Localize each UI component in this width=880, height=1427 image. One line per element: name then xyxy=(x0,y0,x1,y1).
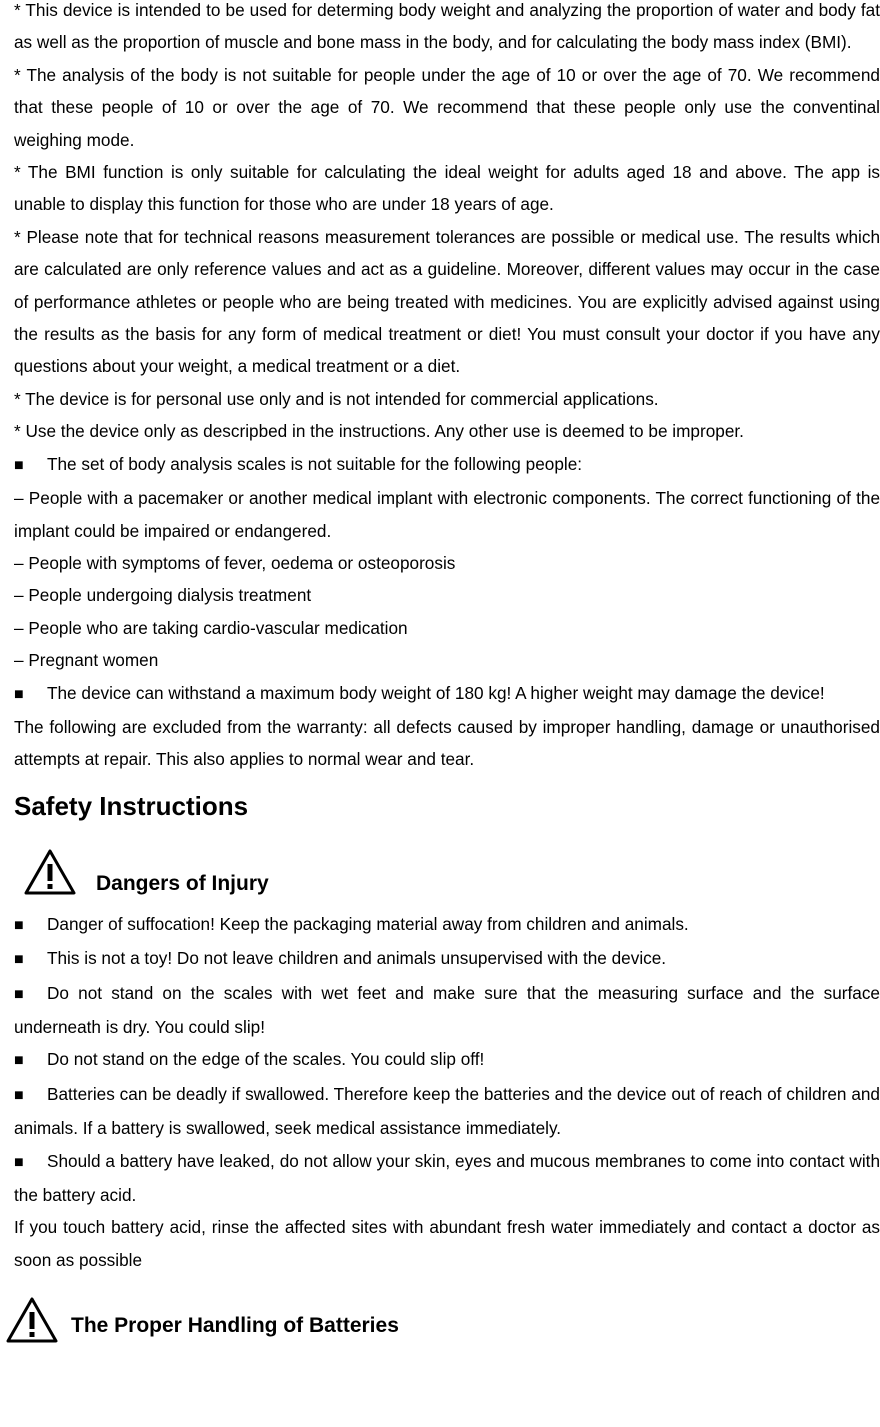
warning-icon xyxy=(24,848,76,896)
danger-item: ■ Do not stand on the edge of the scales. You could slip off! xyxy=(14,1043,880,1077)
safety-instructions-heading: Safety Instructions xyxy=(14,790,249,821)
warranty-note: The following are excluded from the warranty: all defects caused by improper handling, damage or unauthorised attempts at repair. This also applies to normal wear and tear. xyxy=(14,716,880,770)
batteries-subheading xyxy=(14,1288,880,1358)
dangers-subheading xyxy=(14,848,880,908)
bullet-square-icon: ■ xyxy=(14,1086,24,1104)
dangers-title: Dangers of Injury xyxy=(96,871,269,895)
bullet-square-icon: ■ xyxy=(14,1052,24,1070)
bullet-square-icon: ■ xyxy=(14,985,24,1003)
unsuitable-item: – People who are taking cardio-vascular medication xyxy=(14,617,408,638)
intro-paragraph: * The analysis of the body is not suitable for people under the age of 10 or over the age of 70. We recommend that these people of 10 or over the age of 70. We recommend that these people only use the conventinal weighing mode. xyxy=(14,64,880,150)
bullet-square-icon: ■ xyxy=(14,685,24,703)
document-page xyxy=(14,0,880,1358)
unsuitable-item: – People undergoing dialysis treatment xyxy=(14,585,312,606)
unsuitable-item: – People with a pacemaker or another medical implant with electronic components. The correct functioning of the implant could be impaired or endangered. xyxy=(14,488,880,541)
unsuitable-item: – People with symptoms of fever, oedema or osteoporosis xyxy=(14,552,456,573)
intro-paragraph: * Use the device only as descripbed in the instructions. Any other use is deemed to be improper. xyxy=(14,421,744,442)
max-weight-note: ■ The device can withstand a maximum body weight of 180 kg! A higher weight may damage the device! xyxy=(14,677,880,711)
acid-note: If you touch battery acid, rinse the affected sites with abundant fresh water immediately and contact a doctor as soon as possible xyxy=(14,1217,880,1270)
warning-icon xyxy=(6,1296,58,1344)
batteries-title: The Proper Handling of Batteries xyxy=(71,1314,399,1338)
bullet-square-icon: ■ xyxy=(14,951,24,969)
unsuitable-heading: ■ The set of body analysis scales is not suitable for the following people: xyxy=(14,448,880,482)
danger-item: ■ Batteries can be deadly if swallowed. Therefore keep the batteries and the device out of reach of children and animals. If a battery is swallowed, seek medical assistance immediately. xyxy=(14,1078,880,1145)
intro-paragraph: * The BMI function is only suitable for calculating the ideal weight for adults aged 18 and above. The app is unable to display this function for those who are under 18 years of age. xyxy=(14,162,880,215)
bullet-square-icon: ■ xyxy=(14,1153,24,1171)
unsuitable-item: – Pregnant women xyxy=(14,650,159,671)
danger-item: ■ This is not a toy! Do not leave children and animals unsupervised with the device. xyxy=(14,942,880,976)
bullet-square-icon: ■ xyxy=(14,456,24,474)
intro-paragraph: * The device is for personal use only and is not intended for commercial applications. xyxy=(14,388,659,409)
danger-item: ■ Should a battery have leaked, do not allow your skin, eyes and mucous membranes to come into contact with the battery acid. xyxy=(14,1145,880,1212)
intro-paragraph: * This device is intended to be used for determing body weight and analyzing the proportion of water and body fat as well as the proportion of muscle and bone mass in the body, and for calculating the body mass index (BMI). xyxy=(14,0,880,53)
bullet-square-icon: ■ xyxy=(14,916,24,934)
danger-item: ■ Danger of suffocation! Keep the packaging material away from children and animals. xyxy=(14,908,880,942)
danger-item: ■ Do not stand on the scales with wet feet and make sure that the measuring surface and the surface underneath is dry. You could slip! xyxy=(14,977,880,1044)
intro-paragraph: * Please note that for technical reasons measurement tolerances are possible or medical use. The results which are calculated are only reference values and act as a guideline. Moreover, different values may occur in the case of performance athletes or people who are being treated with medicines. You are explicitly advised against using the results as the basis for any form of medical treatment or diet! You must consult your doctor if you have any questions about your weight, a medical treatment or a diet. xyxy=(14,226,880,377)
